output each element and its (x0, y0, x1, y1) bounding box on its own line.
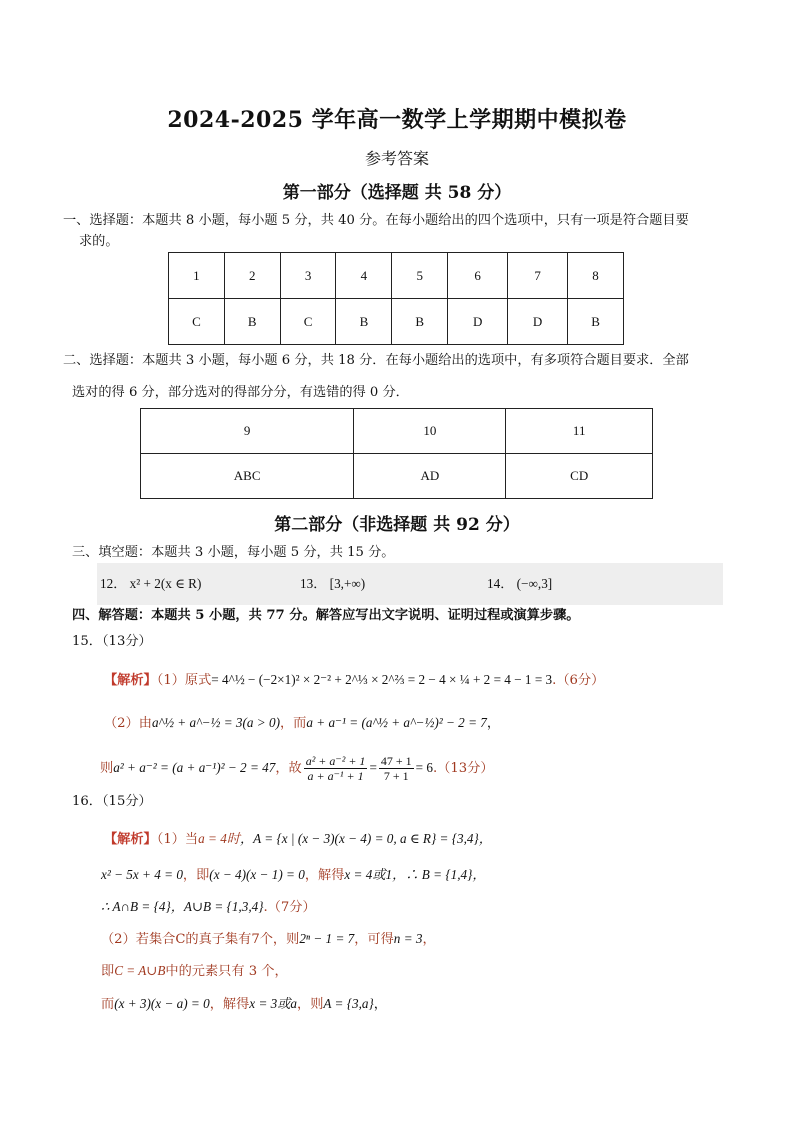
q15-part2 (104, 713, 500, 734)
fraction-numerator: 47 + 1 (380, 754, 412, 768)
q16-line4 (101, 929, 436, 950)
q16-line6 (101, 994, 387, 1015)
table-row (169, 253, 624, 299)
q15-part3-expression1: a² + a⁻² = (a + a⁻¹)² − 2 = 47 (113, 760, 276, 775)
answer-cell: D (448, 299, 508, 345)
answer-cell: C (280, 299, 336, 345)
table-row (141, 409, 653, 454)
q15-result: = 6 (415, 760, 433, 775)
answer-cell: B (336, 299, 392, 345)
page-title: 2024-2025 学年高一数学上学期期中模拟卷 (167, 107, 627, 133)
answer-14-label: 14． (487, 576, 514, 591)
answer-13-label: 13． (300, 576, 327, 591)
answer-12 (100, 574, 201, 594)
q16-line1-expression: ，A = {x | (x − 3)(x − 4) = 0, a ∈ R} = {3,4}， (239, 831, 492, 846)
q16-line3-expression: ∴ A∩B = {4}，A∪B = {1,3,4} (101, 899, 264, 914)
q16-line4-text: （2）若集合C的真子集有7个，则 (101, 932, 300, 947)
section1-instructions-line2: 求的。 (79, 234, 119, 249)
answer-cell: B (392, 299, 448, 345)
q15-part1-expression: = 4^½ − (−2×1)² × 2⁻² + 2^⅓ × 2^⅔ = 2 − 4 × ¼ + 2 = 4 − 1 = 3 (211, 672, 553, 687)
q15-fraction1 (304, 754, 368, 783)
q15-part2-end: ， (486, 716, 501, 731)
answer-13 (300, 574, 365, 594)
q15-part3: 则a² + a⁻² = (a + a⁻¹)² − 2 = 47，故 $\frac{\text{a² + a⁻² + 1}}{\text{a + a⁻¹ + 1}}$ = $\frac{47 + 1}{7 + 1}$ = 6.（13分） (100, 754, 494, 783)
answer-14-value: (−∞,3] (516, 576, 553, 591)
q15-part1 (104, 670, 604, 691)
q16-line6-expression2: x = 3或a (249, 996, 298, 1011)
q15-part1-score: .（6分） (552, 673, 605, 688)
question-number-cell: 4 (336, 253, 392, 299)
q15-part3-score: .（13分） (432, 761, 494, 776)
q16-line6-text1: 而 (101, 997, 115, 1012)
q16-heading: 16．（15分） (72, 794, 152, 809)
q16-line4-connector: ，可得 (354, 932, 394, 947)
q16-line3-score: .（7分） (263, 900, 316, 915)
q16-line2-expression3: x = 4或1 (344, 867, 393, 882)
q16-line2-connector2: ，解得 (304, 868, 345, 883)
question-number-cell: 10 (354, 409, 506, 454)
q16-line1-condition: a = 4时 (198, 831, 240, 846)
q16-line6-connector2: ，则 (297, 997, 324, 1012)
answer-cell: AD (354, 454, 506, 499)
answer-cell: ABC (141, 454, 354, 499)
question-number-cell: 2 (224, 253, 280, 299)
section1-answer-table (168, 252, 624, 345)
q16-line4-expression: 2ⁿ − 1 = 7 (299, 931, 355, 946)
table-row (169, 299, 624, 345)
fraction-denominator: 7 + 1 (383, 769, 409, 783)
analysis-tag: 【解析】 (104, 832, 157, 847)
q15-part3-connector: ，故 (275, 761, 302, 776)
answer-14 (487, 574, 552, 594)
fraction-denominator: a + a⁻¹ + 1 (307, 769, 364, 783)
section2-instructions-line2: 选对的得 6 分，部分选对的得部分分，有选错的得 0 分． (72, 385, 409, 400)
answer-13-value: [3,+∞) (329, 576, 366, 591)
section3-instructions: 三、填空题：本题共 3 小题，每小题 5 分，共 15 分。 (72, 545, 395, 560)
question-number-cell: 8 (568, 253, 624, 299)
question-number-cell: 6 (448, 253, 508, 299)
question-number-cell: 9 (141, 409, 354, 454)
answer-cell: B (568, 299, 624, 345)
answer-cell: D (508, 299, 568, 345)
part2-title: 第二部分（非选择题 共 92 分） (274, 515, 520, 535)
section1-instructions-line1: 一、选择题：本题共 8 小题，每小题 5 分，共 40 分。在每小题给出的四个选项中，只有一项是符合题目要 (63, 213, 689, 228)
q15-part2-expression2: a + a⁻¹ = (a^½ + a^−½)² − 2 = 7 (306, 715, 487, 730)
q15-heading: 15．（13分） (72, 634, 152, 649)
section2-instructions-line1: 二、选择题：本题共 3 小题，每小题 6 分，共 18 分．在每小题给出的选项中，有多项符合题目要求．全部 (63, 353, 689, 368)
part1-title: 第一部分（选择题 共 58 分） (282, 183, 512, 203)
q16-line6-connector1: ，解得 (209, 997, 250, 1012)
fraction-numerator: a² + a⁻² + 1 (305, 754, 366, 768)
analysis-tag: 【解析】 (104, 673, 157, 688)
question-number-cell: 5 (392, 253, 448, 299)
q16-line3 (101, 897, 316, 918)
q16-line2 (101, 865, 486, 886)
question-number-cell: 11 (506, 409, 653, 454)
table-row (141, 454, 653, 499)
q15-part1-label: （1）原式 (156, 673, 212, 688)
q16-line2-expression1: x² − 5x + 4 = 0 (101, 867, 183, 882)
q16-line5-text1: 即 (101, 964, 115, 979)
q15-part3-label: 则 (100, 761, 114, 776)
q15-part2-label: （2）由 (104, 716, 152, 731)
q16-line5-expression: C = A∪B (114, 963, 166, 978)
question-number-cell: 7 (508, 253, 568, 299)
answer-cell: CD (506, 454, 653, 499)
answer-12-label: 12． (100, 576, 127, 591)
page-subtitle: 参考答案 (364, 149, 429, 168)
answer-cell: B (224, 299, 280, 345)
section2-answer-table (140, 408, 653, 499)
q16-line5 (101, 961, 288, 982)
answer-12-value: x² + 2(x ∈ R) (129, 576, 202, 591)
q16-line2-expression2: (x − 4)(x − 1) = 0 (209, 867, 305, 882)
q16-line4-end: ， (422, 932, 436, 947)
q16-line1-label: （1）当 (156, 832, 199, 847)
q16-line6-end: ， (373, 997, 387, 1012)
q16-line2-connector1: ，即 (182, 868, 210, 883)
q16-line4-expression2: n = 3 (393, 931, 423, 946)
question-number-cell: 3 (280, 253, 336, 299)
q15-part2-connector: ，而 (280, 716, 307, 731)
q16-line6-expression1: (x + 3)(x − a) = 0 (114, 996, 210, 1011)
q16-line1 (104, 829, 492, 850)
q16-line2-end: ，∴ B = {1,4}， (392, 867, 486, 882)
q15-fraction2 (379, 754, 414, 783)
q16-line6-expression3: A = {3,a} (323, 996, 374, 1011)
question-number-cell: 1 (169, 253, 225, 299)
answer-cell: C (169, 299, 225, 345)
q15-part2-expression1: a^½ + a^−½ = 3(a > 0) (151, 715, 280, 730)
section4-instructions: 四、解答题：本题共 5 小题，共 77 分。解答应写出文字说明、证明过程或演算步骤。 (72, 608, 580, 623)
q16-line5-text2: 中的元素只有 3 个， (165, 964, 288, 979)
